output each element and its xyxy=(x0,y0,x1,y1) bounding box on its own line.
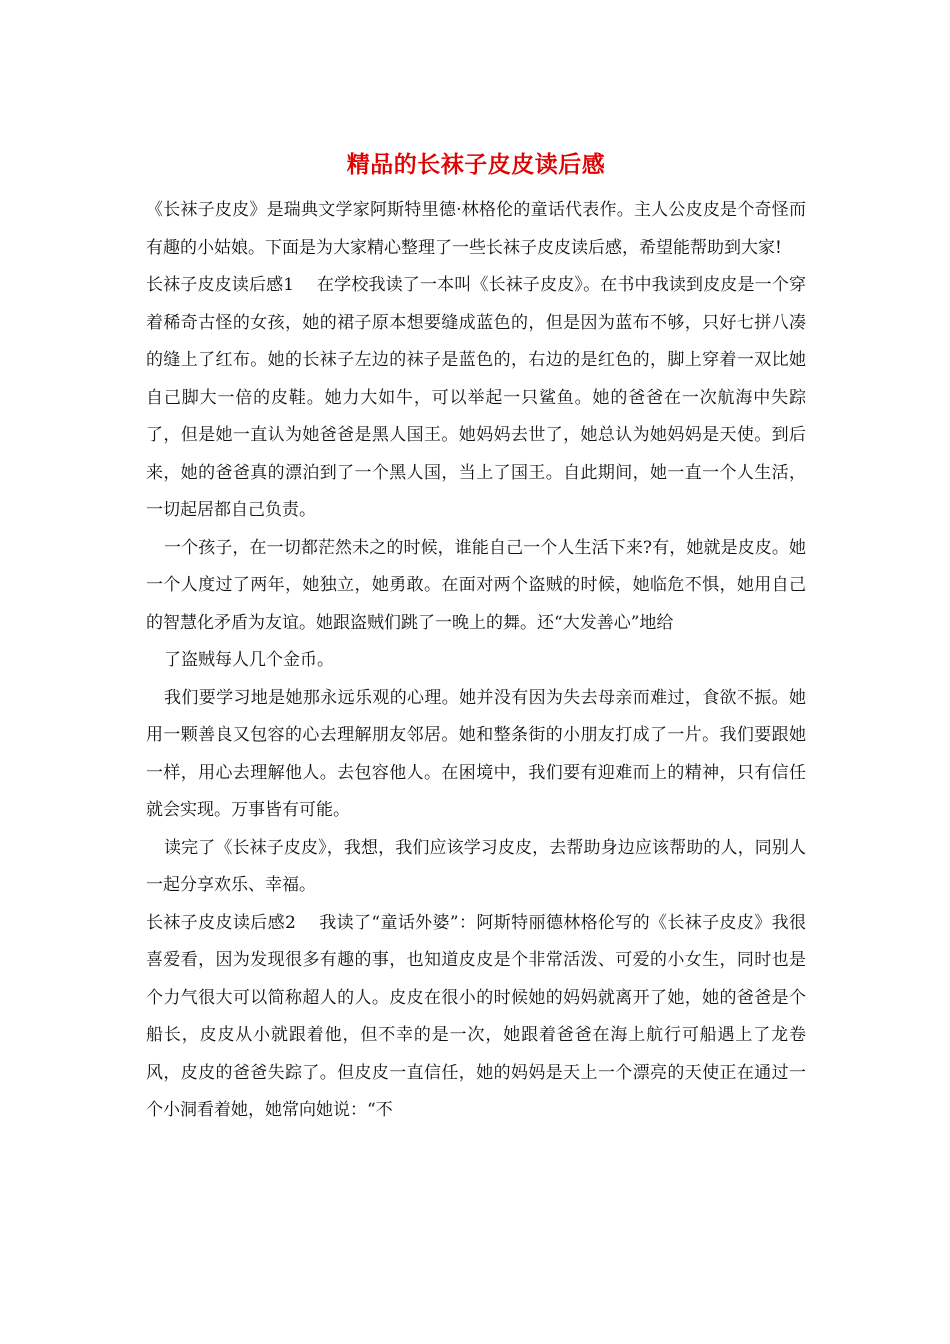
review-2-paragraph: 长袜子皮皮读后感2 我读了“童话外婆”：阿斯特丽德林格伦写的《长袜子皮皮》我很喜爱看，因为发现很多有趣的事，也知道皮皮是个非常活泼、可爱的小女生，同时也是个力气很大可以简称超人的人。皮皮在很小的时候她的妈妈就离开了她，她的爸爸是个船长，皮皮从小就跟着他，但不幸的是一次，她跟着爸爸在海上航行可船遇上了龙卷风，皮皮的爸爸失踪了。但皮皮一直信任，她的妈妈是天上一个漂亮的天使正在通过一个小洞看着她，她常向她说：“不 xyxy=(146,912,806,1120)
body-paragraph: 读完了《长袜子皮皮》，我想，我们应该学习皮皮，去帮助身边应该帮助的人，同别人一起分享欢乐、幸福。 xyxy=(146,837,806,895)
body-paragraph: 了盗贼每人几个金币。 xyxy=(164,650,334,670)
intro-paragraph: 《长袜子皮皮》是瑞典文学家阿斯特里德·林格伦的童话代表作。主人公皮皮是个奇怪而有趣的小姑娘。下面是为大家精心整理了一些长袜子皮皮读后感，希望能帮助到大家! xyxy=(146,200,806,258)
body-paragraph: 一个孩子，在一切都茫然未之的时候，谁能自己一个人生活下来?有，她就是皮皮。她一个人度过了两年，她独立，她勇敢。在面对两个盗贼的时候，她临危不惧，她用自己的智慧化矛盾为友谊。她跟盗贼们跳了一晚上的舞。还“大发善心”地给 xyxy=(146,537,806,633)
body-paragraph: 我们要学习地是她那永远乐观的心理。她并没有因为失去母亲而难过，食欲不振。她用一颗善良又包容的心去理解朋友邻居。她和整条街的小朋友打成了一片。我们要跟她一样，用心去理解他人。去包容他人。在困境中，我们要有迎难而上的精神，只有信任就会实现。万事皆有可能。 xyxy=(146,687,806,820)
document-title: 精品的长袜子皮皮读后感 xyxy=(346,151,606,178)
document-page xyxy=(146,150,806,1130)
review-1-paragraph: 长袜子皮皮读后感1 在学校我读了一本叫《长袜子皮皮》。在书中我读到皮皮是一个穿着稀奇古怪的女孩，她的裙子原本想要缝成蓝色的，但是因为蓝布不够，只好七拼八凑的缝上了红布。她的长袜子左边的袜子是蓝色的，右边的是红色的，脚上穿着一双比她自己脚大一倍的皮鞋。她力大如牛，可以举起一只鲨鱼。她的爸爸在一次航海中失踪了，但是她一直认为她爸爸是黑人国王。她妈妈去世了，她总认为她妈妈是天使。到后来，她的爸爸真的漂泊到了一个黑人国，当上了国王。自此期间，她一直一个人生活，一切起居都自己负责。 xyxy=(146,275,806,520)
